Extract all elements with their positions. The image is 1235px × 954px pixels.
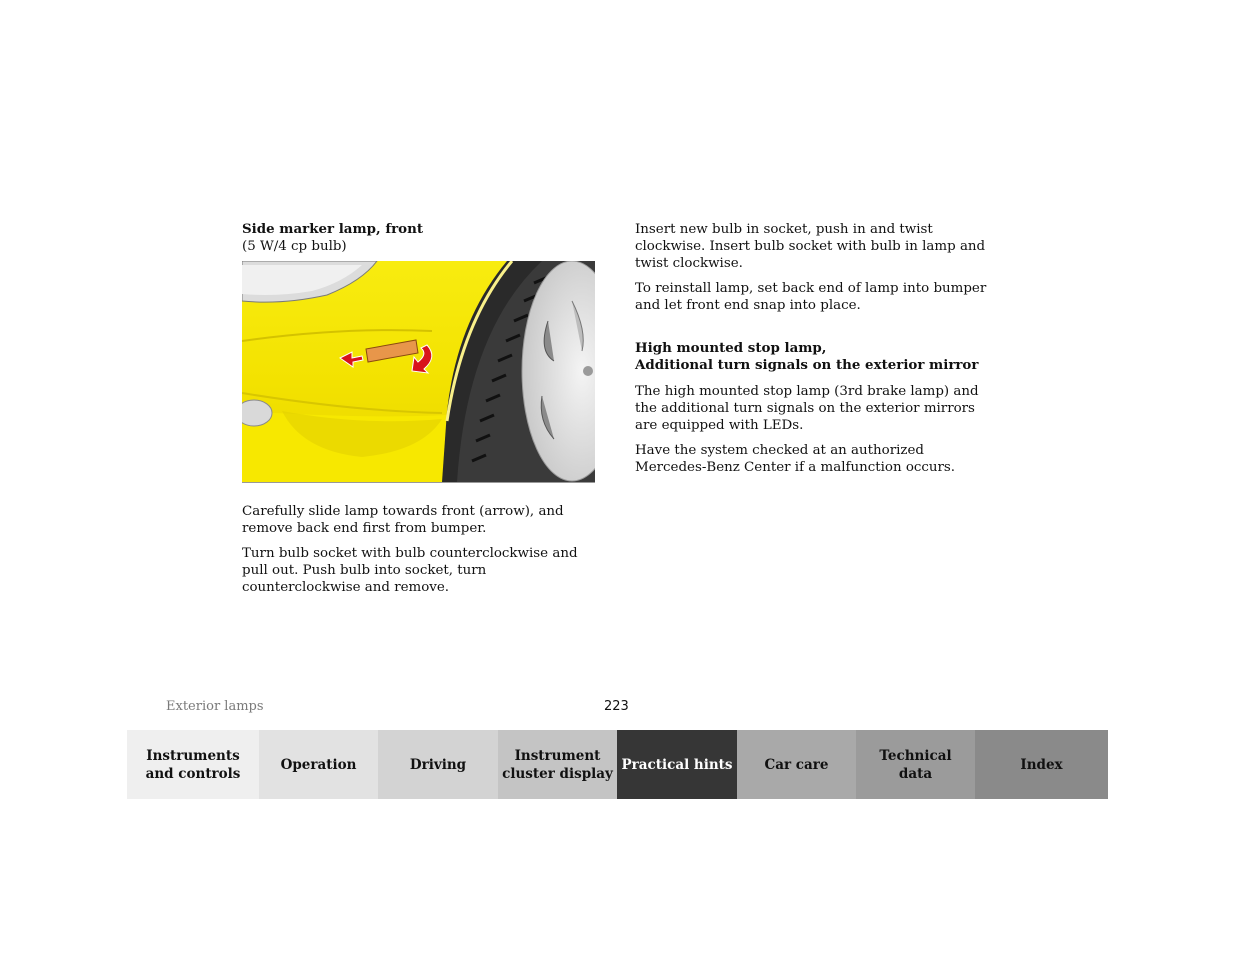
instruction-paragraph: Turn bulb socket with bulb counterclockwise and pull out. Push bulb into socket, turn counterclockwise and remove. [242, 546, 578, 595]
section-subtitle: (5 W/4 cp bulb) [242, 239, 347, 254]
info-paragraph: Have the system checked at an authorized Mercedes-Benz Center if a malfunction occurs. [635, 443, 956, 475]
tab-practical-hints[interactable]: Practical hints [617, 730, 737, 799]
right-column [635, 221, 991, 484]
left-column [242, 221, 598, 604]
tab-technical-data[interactable]: Technical data [856, 730, 975, 799]
side-marker-lamp-illustration [242, 261, 595, 483]
chapter-tab-bar [127, 730, 1108, 799]
page-number: 223 [604, 699, 629, 714]
section-title: Side marker lamp, front [242, 221, 424, 237]
instruction-paragraph: To reinstall lamp, set back end of lamp into bumper and let front end snap into place. [635, 281, 987, 313]
tab-instruments-and-controls[interactable]: Instruments and controls [127, 730, 259, 799]
section-heading-line1: High mounted stop lamp, [635, 340, 827, 356]
info-paragraph: The high mounted stop lamp (3rd brake lamp) and the additional turn signals on the exterior mirrors are equipped with LEDs. [635, 384, 979, 433]
tab-instrument-cluster-display[interactable]: Instrument cluster display [498, 730, 617, 799]
tab-operation[interactable]: Operation [259, 730, 378, 799]
footer-section-label: Exterior lamps [166, 699, 264, 714]
tab-driving[interactable]: Driving [378, 730, 498, 799]
tab-index[interactable]: Index [975, 730, 1108, 799]
instruction-paragraph: Insert new bulb in socket, push in and twist clockwise. Insert bulb socket with bulb in lamp and twist clockwise. [635, 222, 986, 271]
section-heading-line2: Additional turn signals on the exterior mirror [635, 357, 979, 373]
tab-car-care[interactable]: Car care [737, 730, 856, 799]
instruction-paragraph: Carefully slide lamp towards front (arrow), and remove back end first from bumper. [242, 504, 564, 536]
